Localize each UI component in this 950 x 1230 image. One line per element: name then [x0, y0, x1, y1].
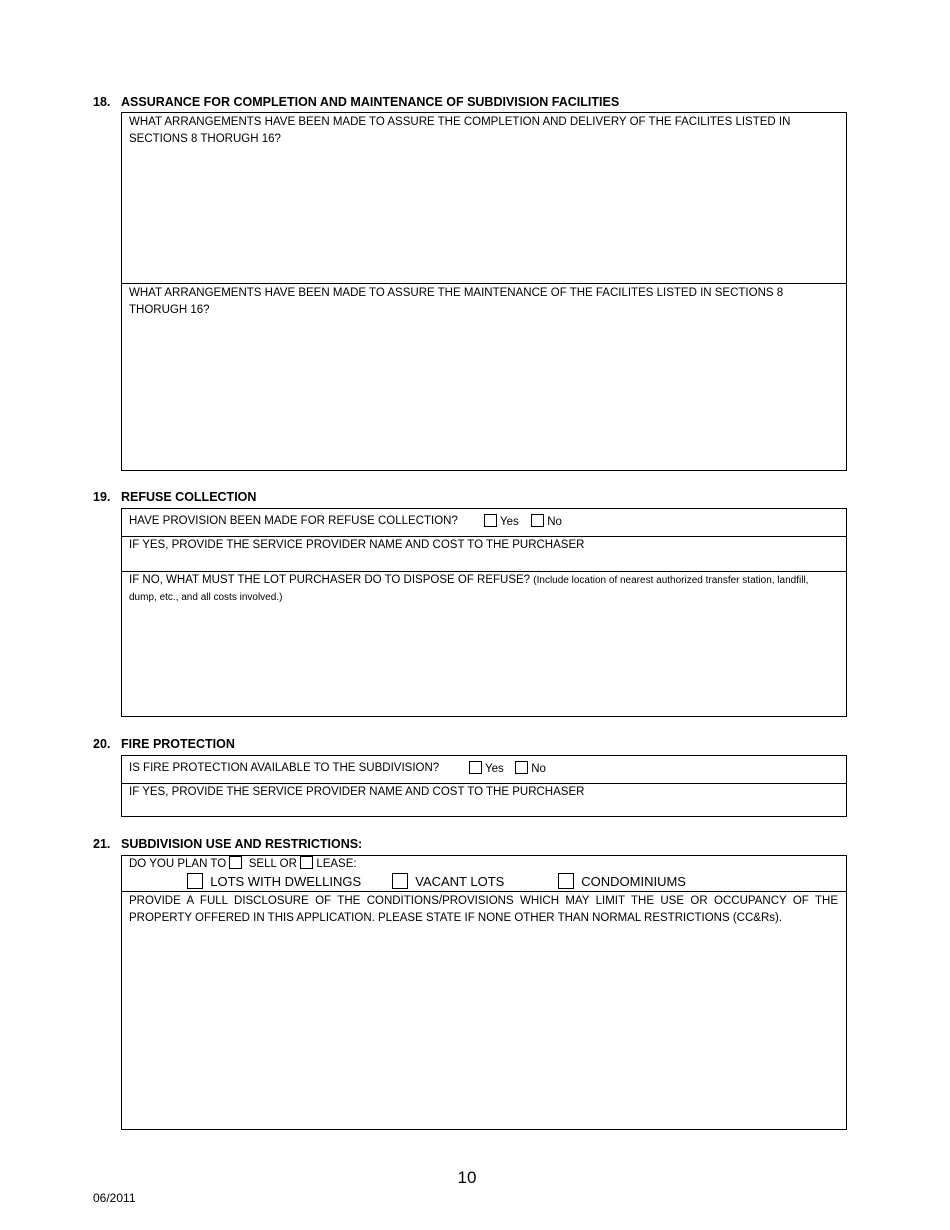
- refuse-if-no-note: (Include location of nearest authorized transfer station, landfill, dump, etc., and all costs involved.): [129, 575, 809, 603]
- section-21-box: [121, 855, 847, 1130]
- section-18-title: ASSURANCE FOR COMPLETION AND MAINTENANCE OF SUBDIVISION FACILITIES: [121, 95, 620, 109]
- section-21-number: 21.: [93, 837, 111, 851]
- page-number: 10: [457, 1168, 477, 1187]
- section-18-heading: [93, 95, 853, 111]
- condos-option: [558, 873, 686, 889]
- refuse-no-checkbox[interactable]: [531, 514, 544, 527]
- sell-checkbox[interactable]: [229, 856, 242, 869]
- disclosure-question: PROVIDE A FULL DISCLOSURE OF THE CONDITIONS/PROVISIONS WHICH MAY LIMIT THE USE OR OCCUPANCY OF THE PROPERTY OFFERED IN THIS APPLICATION. PLEASE STATE IF NONE OTHER THAN NORMAL RESTRICTIONS (CC&Rs).: [129, 895, 838, 924]
- section-19-title: REFUSE COLLECTION: [121, 490, 257, 504]
- section-20-heading: [93, 737, 493, 753]
- fire-no-option: [515, 761, 546, 775]
- fire-yes-checkbox[interactable]: [469, 761, 482, 774]
- vacant-checkbox[interactable]: [392, 873, 408, 889]
- sell-label: SELL OR: [248, 858, 297, 870]
- maintenance-row: [122, 283, 846, 470]
- refuse-yes-option: [484, 514, 519, 528]
- section-18-number: 18.: [93, 95, 111, 109]
- lease-label: LEASE:: [316, 858, 357, 870]
- refuse-provision-question: HAVE PROVISION BEEN MADE FOR REFUSE COLLECTION?: [129, 515, 458, 527]
- section-20-title: FIRE PROTECTION: [121, 737, 235, 751]
- revision-date: 06/2011: [93, 1191, 136, 1205]
- completion-answer-area[interactable]: [122, 149, 846, 282]
- vacant-label: VACANT LOTS: [415, 874, 505, 889]
- refuse-if-no-question-block: [129, 572, 838, 606]
- refuse-if-yes-answer[interactable]: [122, 554, 846, 571]
- maintenance-answer-area[interactable]: [122, 320, 846, 470]
- section-21-title: SUBDIVISION USE AND RESTRICTIONS:: [121, 837, 363, 851]
- section-21-heading: [93, 837, 493, 853]
- fire-available-question: IS FIRE PROTECTION AVAILABLE TO THE SUBDIVISION?: [129, 762, 440, 774]
- refuse-if-yes-row: [122, 536, 846, 571]
- fire-if-yes-question: IF YES, PROVIDE THE SERVICE PROVIDER NAME AND COST TO THE PURCHASER: [129, 786, 585, 798]
- maintenance-question: WHAT ARRANGEMENTS HAVE BEEN MADE TO ASSURE THE MAINTENANCE OF THE FACILITES LISTED IN SECTIONS 8 THORUGH 16?: [129, 287, 784, 316]
- condos-label: CONDOMINIUMS: [581, 874, 686, 889]
- refuse-if-no-row: [122, 571, 846, 716]
- fire-yes-option: [469, 761, 504, 775]
- section-18-box: [121, 112, 847, 471]
- plan-line: [129, 856, 357, 870]
- condos-checkbox[interactable]: [558, 873, 574, 889]
- fire-yes-label: Yes: [485, 763, 504, 775]
- fire-if-yes-row: [122, 783, 846, 816]
- refuse-yes-label: Yes: [500, 516, 519, 528]
- fire-no-checkbox[interactable]: [515, 761, 528, 774]
- disclosure-answer[interactable]: [122, 930, 846, 1129]
- dwellings-label: LOTS WITH DWELLINGS: [210, 874, 362, 889]
- fire-if-yes-answer[interactable]: [122, 801, 846, 816]
- dwellings-option: [187, 873, 361, 889]
- refuse-no-option: [531, 514, 562, 528]
- disclosure-row: [122, 891, 846, 1129]
- lease-checkbox[interactable]: [300, 856, 313, 869]
- refuse-if-no-answer[interactable]: [122, 608, 846, 716]
- fire-no-label: No: [531, 763, 546, 775]
- section-19-box: [121, 508, 847, 717]
- section-20-box: [121, 755, 847, 817]
- plan-prefix: DO YOU PLAN TO: [129, 858, 227, 870]
- section-19-number: 19.: [93, 490, 111, 504]
- section-19-heading: [93, 490, 493, 506]
- dwellings-checkbox[interactable]: [187, 873, 203, 889]
- refuse-yes-checkbox[interactable]: [484, 514, 497, 527]
- refuse-no-label: No: [547, 516, 562, 528]
- refuse-if-no-question: IF NO, WHAT MUST THE LOT PURCHASER DO TO DISPOSE OF REFUSE?: [129, 574, 531, 586]
- completion-question: WHAT ARRANGEMENTS HAVE BEEN MADE TO ASSURE THE COMPLETION AND DELIVERY OF THE FACILITES LISTED IN SECTIONS 8 THORUGH 16?: [129, 116, 791, 145]
- section-20-number: 20.: [93, 737, 111, 751]
- refuse-if-yes-question: IF YES, PROVIDE THE SERVICE PROVIDER NAME AND COST TO THE PURCHASER: [129, 539, 585, 551]
- vacant-option: [392, 873, 504, 889]
